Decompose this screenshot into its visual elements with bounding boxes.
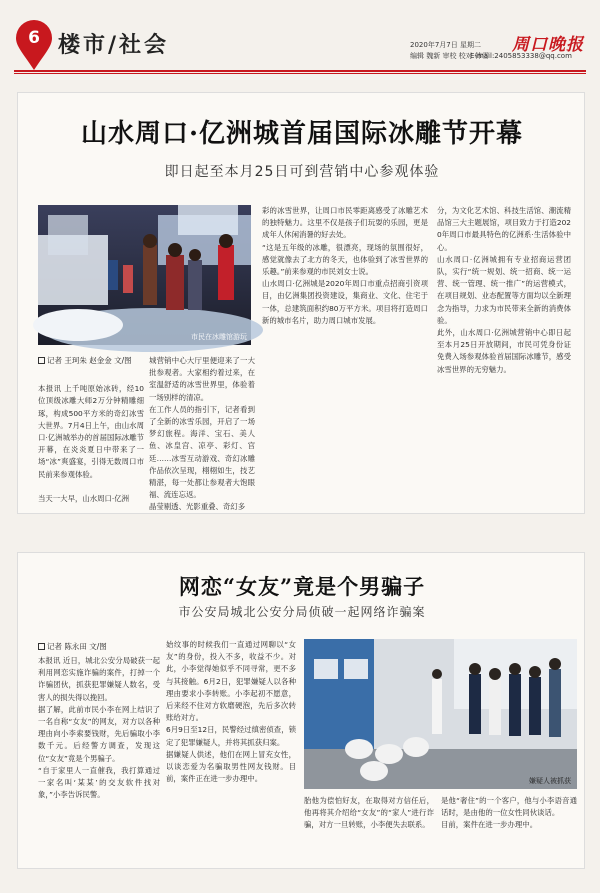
header-rule [14,70,586,72]
article-column-3: 胎他为偿怕好友，在取得对方信任后，他再将其介绍给“女友”的“家人”进行诈骗，对方一旦转账，小李便失去联系。 [304,796,434,830]
article-ice-sculpture [17,92,585,514]
article-column-3: 彩的冰雪世界，让周口市民零距离感受了冰雕艺术的独特魅力。这里不仅是孩子们玩耍的乐园，更是成年人休闲消暑的好去处。 “这是五年级的冰雕，很漂亮，现场的氛围很好，感觉就像去了北方的冬天，也体验到了冰雪世界的乐趣。”前来参观的市民刘女士说。 山水周口·亿洲城是2020年周口市重点招商引资项目，由亿洲集团投资建设，集商业、文化、住宅于一体，总建筑面积约80万平方米。项目将打造周口新的城市名片，助力周口城市发展。 [262,206,428,325]
ice-sculpture-photo [38,205,251,345]
date-line: 2020年7月7日 星期二 [410,41,481,49]
article-byline: 记者 王珂朱 赵金金 文/图 [38,355,132,366]
article-subtitle: 市公安局城北公安分局侦破一起网络诈骗案 [178,605,426,619]
section-title: 楼市/社会 [58,32,170,58]
article-column-2: 城营销中心大厅里便迎来了一大批参观者。大家相约着过来，在室温舒适的冰雪世界里，体验着一场别样的清凉。 在工作人员的指引下，记者看到了全新的冰雪乐园，开启了一场梦幻旅程。海洋、宝石、美人鱼、冰皇宫、凉亭、彩灯、宫廷……冰雪互动游戏、奇幻冰雕作品依次呈现，栩栩如生，技艺精湛，每一处都让参观者大饱眼福、流连忘返。 晶莹剔透、光影重叠、奇幻多 [149,356,255,512]
email-line: E-mail:2405853338@qq.com [470,52,572,60]
arrest-photo [304,639,577,789]
byline-box-icon [38,643,45,650]
photo-caption: 市民在冰雕馆游玩 [191,333,247,341]
article-column-4: 分，为文化艺术馆、科技生活馆、潮流精品馆三大主题展馆，项目致力于打造2020年周口市最具特色的亿洲系·生活体验中心。 山水周口·亿洲城拥有专业招商运营团队，实行“统一规划、统一招商、统一运营、统一管理、统一推广”的运营模式，在项目规划、业态配置等方面均以全新理念为指导，力求为市民带来全新的消费体验。 此外，山水周口·亿洲城营销中心即日起至本月25日开放期间，市民可凭身份证免费入场参观体验首届国际冰雕节，感受冰雪世界的无穷魅力。 [437,206,571,374]
page-header [0,0,600,76]
byline-box-icon [38,357,45,364]
article-column-4: 是他“奢住”的一个客户，他与小李语音通话时，是由他的一位女性同伙谈话。 目前，案件在进一步办理中。 [441,796,577,830]
article-column-1: 本报讯 上千吨原始冰砖，经10位顶级冰雕大师2万分钟精雕细琢，构成500平方米的奇幻冰雪大世界。7月4日上午，由山水周口·亿洲城举办的首届国际冰雕节开幕，在炎炎夏日中带来了一场“冰”爽盛宴，引得无数周口市民前来参观体验。 当天一大早，山水周口·亿洲 [38,384,144,504]
editors-line: 编辑 魏新 审校 校对 韩雪 [410,52,489,60]
article-column-1: 本报讯 近日，城北公安分局破获一起利用网恋实施诈骗的案件，打掉一个诈骗团伙，抓获犯罪嫌疑人数名，受害人的损失得以挽回。 据了解，此前市民小李在网上结识了一名自称“女友”的网友，对方以各种理由向小李索要钱财，先后骗取小李数千元。后经警方调查，发现这位“女友”竟是个男骗子。 “自于家里人一直催我，我打算通过一家名叫‘某某’的交友软件找对象，”小李告诉民警。 [38,656,160,800]
article-online-fraud [17,552,585,869]
page-number: 6 [28,28,40,48]
article-byline: 记者 陈永田 文/图 [38,641,107,652]
newspaper-brand: 周口晚报 [512,35,584,55]
article-subtitle: 即日起至本月25日可到营销中心参观体验 [164,164,440,180]
article-title: 网恋“女友”竟是个男骗子 [178,574,426,599]
header-rule-thin [14,73,586,74]
article-title: 山水周口·亿洲城首届国际冰雕节开幕 [80,119,524,149]
photo-caption: 嫌疑人被抓获 [529,777,571,785]
article-column-2: 始纹事的时候我们一直通过网聊以“女友”的身份，投入不多，收益不少。对此，小李觉得她似乎不同寻常，更不多与其接触。6月2日，犯罪嫌疑人以各种理由要求小李转账。小李起初不愿意，后来经不住对方软磨硬泡，先后多次转账给对方。 6月9日至12日，民警经过缜密侦查，锁定了犯罪嫌疑人，并将其抓获归案。 据嫌疑人供述，他们在网上冒充女性，以谈恋爱为名骗取男性网友钱财。目前，案件正在进一步办理中。 [166,640,296,784]
